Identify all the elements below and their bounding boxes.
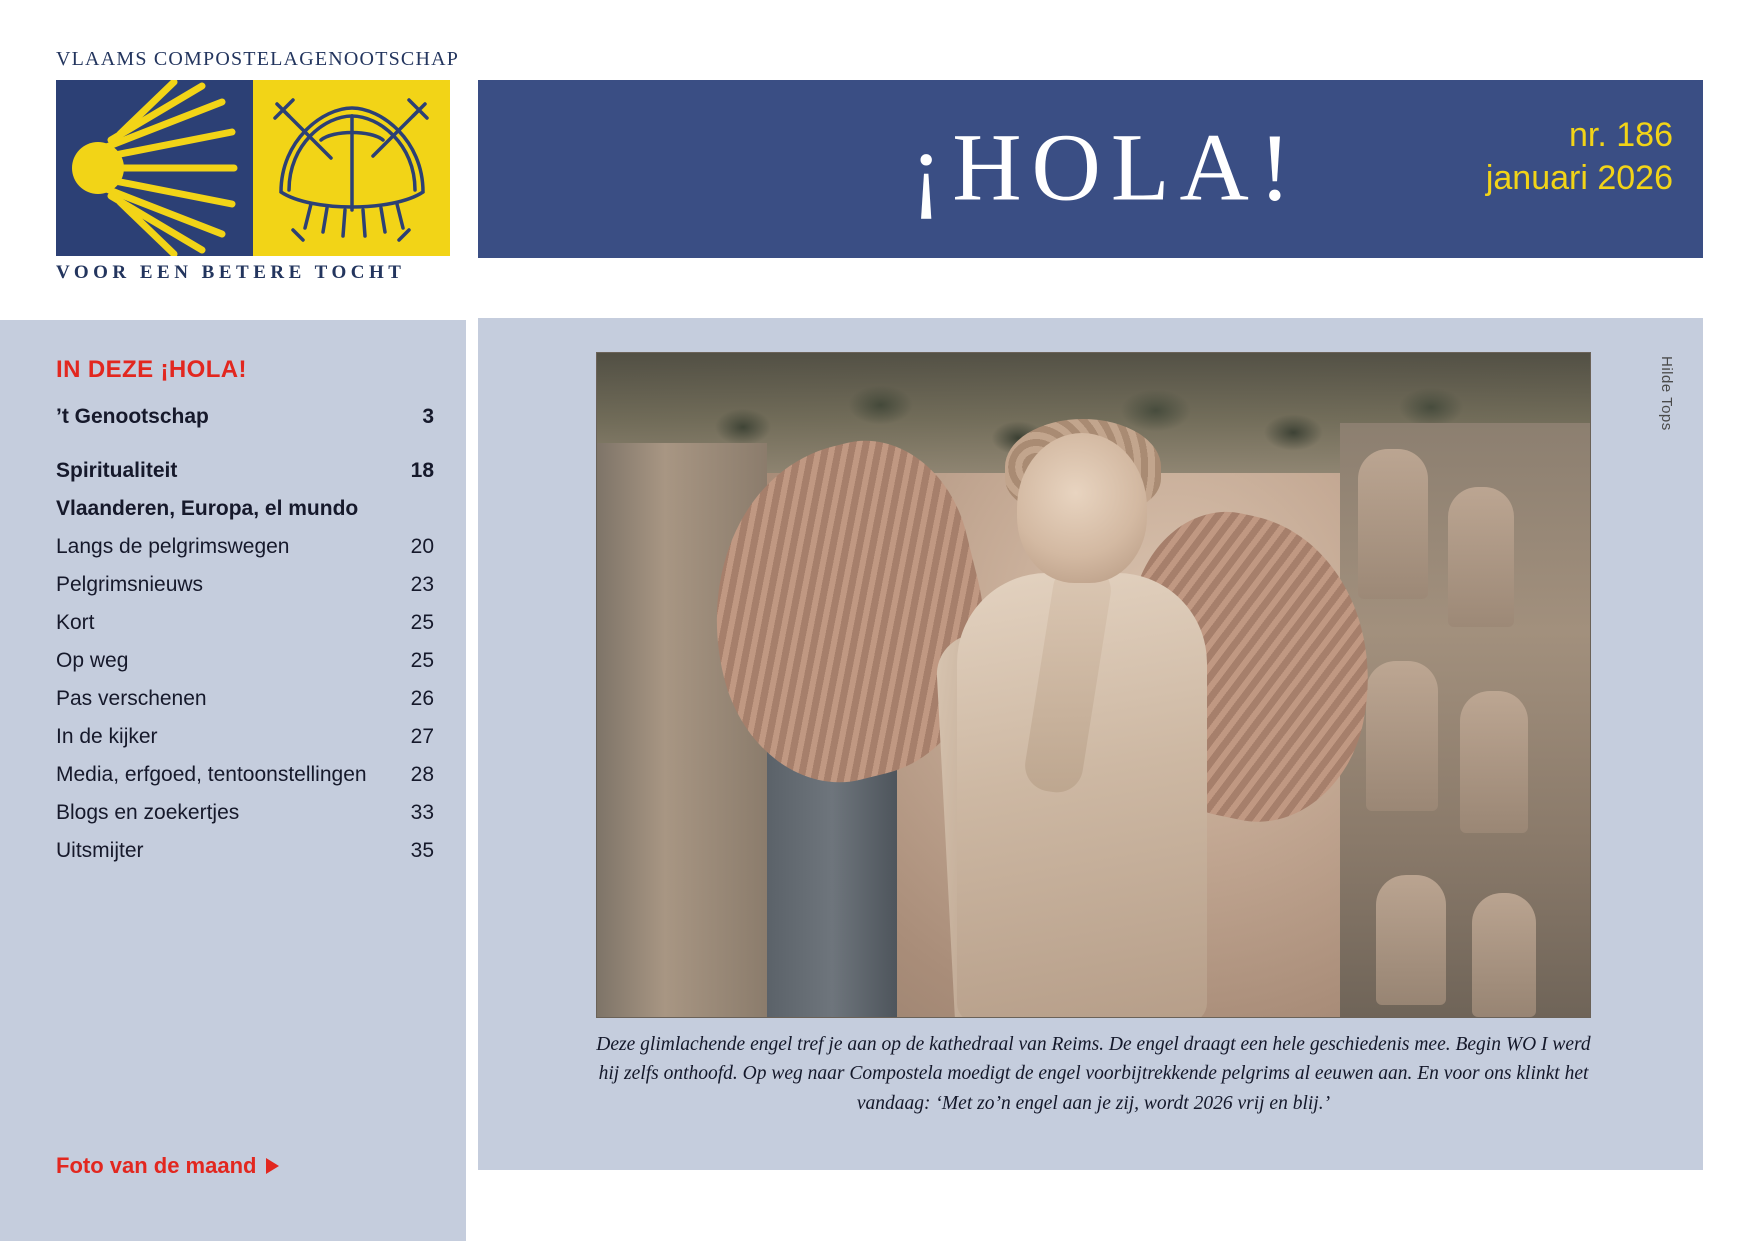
toc-item-page: 23 [410,573,434,596]
toc-item-page: 20 [410,535,434,558]
toc-item-op-weg[interactable] [56,642,434,680]
toc-item-label: Blogs en zoekertjes [56,801,240,824]
issue-number: nr. 186 [1569,116,1673,154]
play-triangle-icon [266,1158,279,1174]
toc-item-kort[interactable] [56,604,434,642]
toc-item-spiritualiteit[interactable] [56,452,434,490]
toc-item-page: 33 [410,801,434,824]
toc-item-label: Kort [56,611,95,634]
cover-photo-panel [478,318,1703,1170]
toc-item-page: 27 [410,725,434,748]
toc-heading: IN DEZE ¡HOLA! [56,356,247,383]
toc-item-langs-de-pelgrimswegen[interactable] [56,528,434,566]
toc-item-label: Uitsmijter [56,839,144,862]
tagline: VOOR EEN BETERE TOCHT [56,262,406,283]
toc-item-label: Pas verschenen [56,687,207,710]
toc-item-label: Spiritualiteit [56,459,178,482]
left-column [0,0,466,1241]
toc-item-in-de-kijker[interactable] [56,718,434,756]
toc-item-page: 3 [422,405,434,428]
toc-item-page: 18 [410,459,434,482]
toc-list [56,398,434,870]
toc-item-label: In de kijker [56,725,158,748]
foto-van-de-maand-label: Foto van de maand [56,1153,257,1178]
logo [56,80,450,256]
photo-credit: Hilde Tops [1658,356,1675,431]
toc-item-label: Media, erfgoed, tentoonstellingen [56,763,367,786]
photo-caption: Deze glimlachende engel tref je aan op de kathedraal van Reims. De engel draagt een hele geschiedenis mee. Begin WO I werd hij zelfs onthoofd. Op weg naar Compostela moedigt de engel voorbijtrekkende pelgrims al eeuwen aan. En voor ons klinkt het vandaag: ‘Met zo’n engel aan je zij, wordt 2026 vrij en blij.’ [596,1034,1591,1114]
angel-sculpture [897,413,1317,1018]
toc-item-label: Langs de pelgrimswegen [56,535,290,558]
toc-item-uitsmijter[interactable] [56,832,434,870]
toc-item-blogs-en-zoekertjes[interactable] [56,794,434,832]
toc-item-pelgrimsnieuws[interactable] [56,566,434,604]
toc-item-pas-verschenen[interactable] [56,680,434,718]
cover-photo [596,352,1591,1018]
toc-item-genootschap[interactable] [56,398,434,436]
toc-section-vlaanderen-europa-el-mundo[interactable] [56,490,434,528]
toc-item-label: Op weg [56,649,129,672]
foto-van-de-maand-link[interactable] [56,1153,279,1179]
page-title: ¡HOLA! [910,113,1301,221]
shell-with-swords-icon [253,80,450,256]
toc-item-page: 25 [410,611,434,634]
title-banner [478,80,1703,258]
toc-item-page: 26 [410,687,434,710]
toc-item-page: 25 [410,649,434,672]
scallop-shell-icon [56,80,253,256]
table-of-contents-panel [0,320,466,1241]
toc-item-label: ’t Genootschap [56,405,209,428]
toc-item-label: Pelgrimsnieuws [56,573,204,596]
toc-item-media-erfgoed-tentoonstellingen[interactable] [56,756,434,794]
issue-meta [1486,114,1673,199]
toc-item-label: Vlaanderen, Europa, el mundo [56,497,359,520]
toc-item-page: 35 [410,839,434,862]
issue-date: januari 2026 [1485,158,1673,197]
organisation-name: VLAAMS COMPOSTELAGENOOTSCHAP [56,48,460,70]
masthead [0,0,466,320]
toc-item-page: 28 [410,763,434,786]
